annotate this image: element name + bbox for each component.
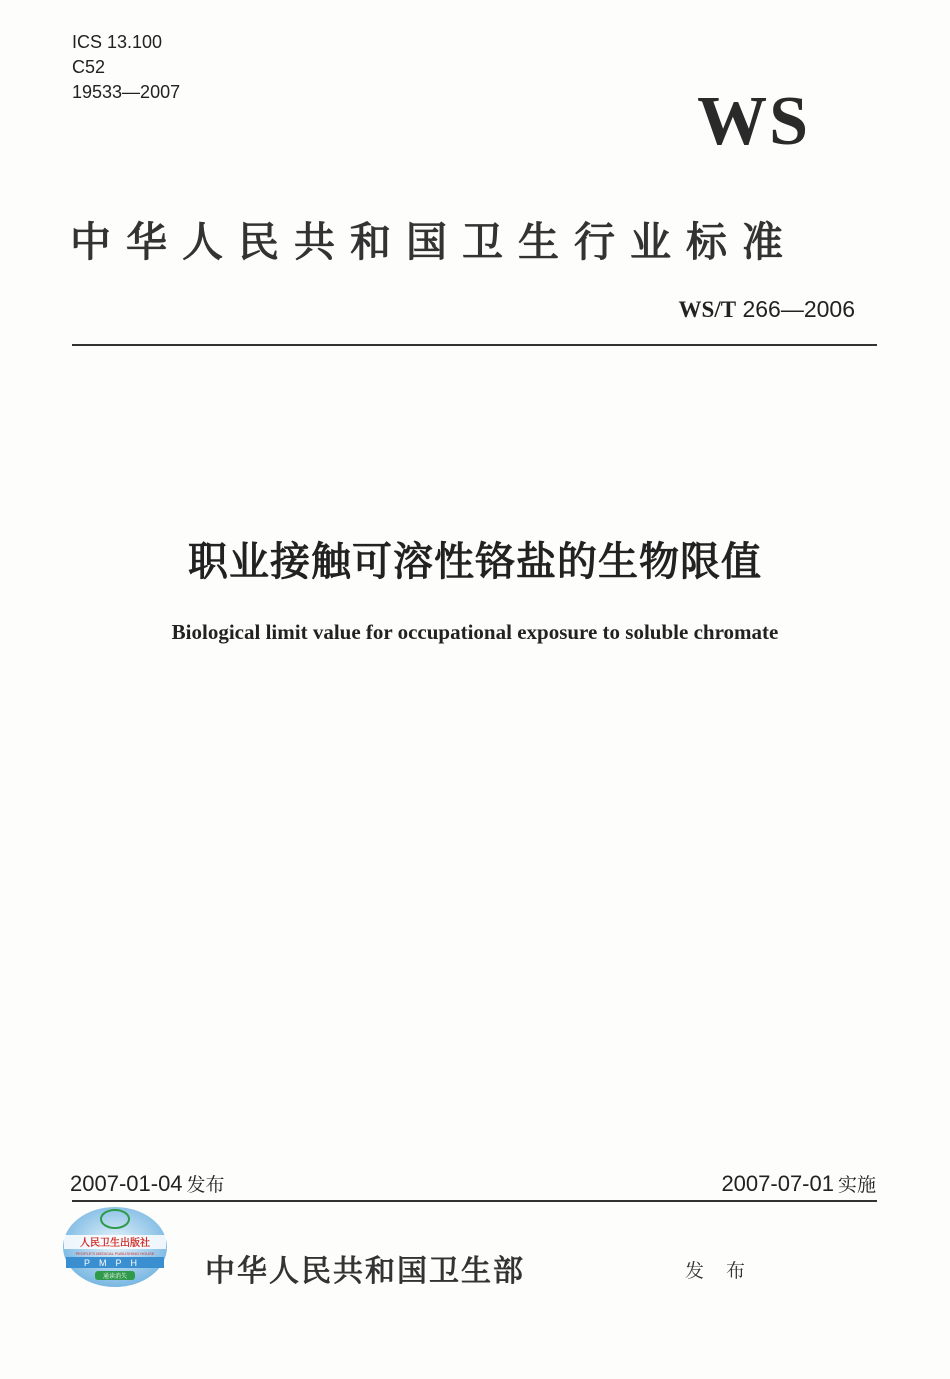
- meta-block: [72, 30, 180, 105]
- publisher-emblem: [60, 1205, 170, 1289]
- date-row: [70, 1170, 876, 1200]
- standard-code-prefix: WS/T: [678, 297, 737, 322]
- ics-code: ICS 13.100: [72, 32, 163, 52]
- publisher-verb: 发 布: [685, 1260, 754, 1282]
- emblem-name-cn: 人民卫生出版社: [80, 1238, 150, 1249]
- record-number: 19533—2007: [72, 82, 181, 102]
- emblem-name-en: PEOPLE'S MEDICAL PUBLISHING HOUSE: [75, 1251, 155, 1256]
- standard-category: 中华人民共和国卫生行业标准: [70, 218, 798, 266]
- standard-code-number: 266—2006: [742, 296, 855, 322]
- emblem-initials: PMPH: [83, 1258, 147, 1268]
- issue-date: 2007-01-04: [70, 1171, 183, 1196]
- emblem-tag: 通读消失: [102, 1273, 128, 1280]
- emblem-graphic: [60, 1205, 170, 1289]
- implement-date: 2007-07-01: [721, 1171, 834, 1196]
- standard-code: [679, 296, 855, 323]
- top-divider: [72, 344, 877, 346]
- issue-label: 发布: [186, 1174, 225, 1196]
- implement-label: 实施: [837, 1174, 876, 1196]
- bottom-divider: [72, 1200, 877, 1202]
- issue-date-block: [70, 1170, 225, 1197]
- implement-date-block: [721, 1170, 876, 1197]
- document-title-english: Biological limit value for occupational exposure to soluble chromate: [171, 620, 779, 644]
- ws-logo: WS: [697, 83, 810, 160]
- document-title-chinese: 职业接触可溶性铬盐的生物限值: [188, 539, 762, 585]
- publisher-name: 中华人民共和国卫生部: [205, 1254, 525, 1289]
- classification-code: C52: [72, 57, 106, 77]
